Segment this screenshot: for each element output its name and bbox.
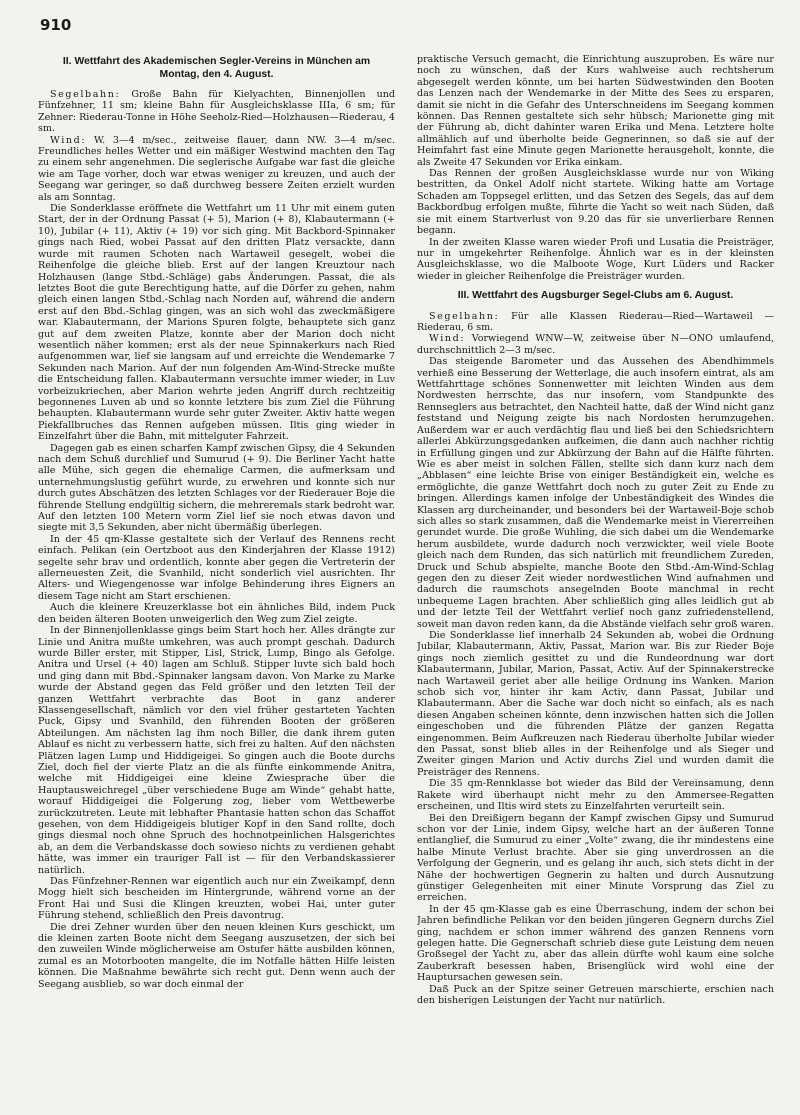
paragraph-text: Für alle Klassen Riederau—Ried—Wartaweil —Riederau, 6 sm. (417, 310, 774, 334)
paragraph (417, 311, 774, 334)
right-column-top (417, 54, 774, 282)
paragraph (417, 904, 774, 984)
paragraph-text: In der 45 qm-Klasse gestaltete sich der Verlauf des Rennens recht einfach. Pelikan (ein Oertzboot aus den Kinderjahren der Klasse 1912) segelte sehr brav und ordentlich, konnte aber gegen die Vertreterin der allerneuesten Zeit, die Svanhild, nicht sonderlich viel ausrichten. Ihr Alters- und Wiegengenosse war infolge Behinderung ihres Eigners an diesem Tage nicht am Start erschienen. (38, 533, 395, 602)
paragraph-text: Auch die kleinere Kreuzerklasse bot ein ähnliches Bild, indem Puck den beiden älteren Booten unweigerlich den Weg zum Ziel zeigte. (38, 602, 395, 625)
paragraph-lead: Wind: (50, 134, 87, 146)
paragraph (38, 135, 395, 203)
paragraph (38, 443, 395, 534)
section-heading-ii: II. Wettfahrt des Akademischen Segler-Vereins in München am Montag, den 4. August. (62, 56, 371, 80)
paragraph (417, 237, 774, 283)
paragraph (38, 89, 395, 135)
paragraph-lead: Wind: (429, 333, 466, 345)
paragraph-text: Große Bahn für Kielyachten, Binnenjollen und Fünfzehner, 11 sm; kleine Bahn für Ausgleichsklasse IIIa, 6 sm; für Zehner: Riederau-Tonne in Höhe Seeholz-Ried—Holzhausen—Riederau, 4 sm. (38, 89, 395, 135)
paragraph (417, 54, 774, 168)
paragraph (38, 922, 395, 990)
paragraph (38, 602, 395, 625)
paragraph (38, 203, 395, 443)
paragraph (417, 630, 774, 778)
text-columns (38, 54, 774, 1109)
paragraph (38, 534, 395, 602)
paragraph-text: In der zweiten Klasse waren wieder Profi und Lusatia die Preisträger, nur in umgekehrter Reihenfolge. Ähnlich war es in der kleinsten Ausgleichsklasse, wo die Malboote Woge, Kurt Lüders und Racker wieder in gleicher Reihenfolge die Preisträger wurden. (417, 236, 774, 282)
paragraph-text: Vorwiegend WNW—W, zeitweise über N—ONO umlaufend, durchschnittlich 2—3 m/sec. (417, 333, 774, 356)
paragraph-text: Daß Puck an der Spitze seiner Getreuen marschierte, erschien nach den bisherigen Leistungen der Yacht nur natürlich. (417, 983, 774, 1006)
paragraph (417, 168, 774, 236)
paragraph-text: Die Sonderklasse lief innerhalb 24 Sekunden ab, wobei die Ordnung Jubilar, Klabautermann, Aktiv, Passat, Marion war. Bis zur Rieder Boje gings noch ziemlich gesittet zu und die Rundeordnung war dort Klabautermann, Jubilar, Marion, Passat, Activ. Auf der Spinnakerstrecke nach Wartaweil geriet aber alle heilige Ordnung ins Wanken. Marion schob sich vor, hinter ihr kam Activ, dann Passat, Jubilar und Klabautermann. Aber die Sache war doch nicht so einfach, als es nach diesen Angaben scheinen könnte, denn inzwischen hatten sich die Jollen eingeschoben und die führenden Plätze der ganzen Regatta eingenommen. Beim Aufkreuzen nach Riederau überholte Jubilar wieder den Passat, sonst blieb alles in der Reihenfolge und als Sieger und Zweiter gingen Marion und Activ durchs Ziel und wurden damit die Preisträger des Rennens. (417, 630, 774, 778)
paragraph-lead: Segelbahn: (50, 89, 121, 100)
paragraph (417, 356, 774, 630)
paragraph-text: In der Binnenjollenklasse gings beim Start hoch her. Alles drängte zur Linie und Anitra mußte umkehren, was auch prompt geschah. Dadurch wurde Biller erster, mit Stipper, Lisl, Strick, Lump, Bingo als Gefolge. Anitra und Ursel (+ 40) lagen am Schluß. Stipper luvte sich bald hoch und ging dann mit Bbd.-Spinnaker langsam davon. Von Marke zu Marke wurde der Abstand gegen das Feld größer und den letzten Teil der ganzen Wettfahrt verbrachte das Boot in ganz anderer Klassengesellschaft, nämlich vor den viel früher gestarteten Yachten Puck, Gipsy und Svanhild, den führenden Booten der größeren Abteilungen. Am nächsten lag ihm noch Biller, die dank ihrem guten Ablauf es nicht zu verbessern hatte, sich frei zu halten. Auf den nächsten Plätzen lagen Lump und Hiddigeigei. So gingen auch die Boote durchs Ziel, doch fiel der vierte Platz an die als fünfte einkommende Anitra, welche mit Hiddigeigei eine kleine Zwiesprache über die Hauptausweichregel „über verschiedene Buge am Winde“ gehabt hatte, worauf Hiddigeigei die Folgerung zog, lieber vom Wettbewerbe zurückzutreten. Leute mit lebhafter Phantasie hatten schon das Schaffot gesehen, von dem Hiddigeigeis blutiger Kopf in den Sand rollte, doch gings diesmal noch ohne Spruch des hochnotpeinlichen Halsgerichtes ab, an dem die Verbandskasse doch sowieso nichts zu verdienen gehabt hätte, was immer ein trauriger Fall ist — für den Verbandskassierer natürlich. (38, 625, 395, 876)
paragraph (417, 984, 774, 1007)
paragraph (417, 333, 774, 356)
paragraph-text: Bei den Dreißigern begann der Kampf zwischen Gipsy und Sumurud schon vor der Linie, indem Gipsy, welche hart an der äußeren Tonne entlanglief, die Sumurud zu einer „Volte“ zwang, die ihr mindestens eine halbe Minute Verlust brachte. Aber sie ging unverdrossen an die Verfolgung der Gegnerin, und es gelang ihr auch, sich stets dicht in der Nähe der hochwertigen Gegnerin zu halten und durch Ausnutzung günstiger Gelegenheiten mit einer Minute Vorsprung das Ziel zu erreichen. (417, 812, 774, 904)
section-heading-iii: III. Wettfahrt des Augsburger Segel-Clubs am 6. August. (457, 290, 734, 302)
paragraph-text: Die drei Zehner wurden über den neuen kleinen Kurs geschickt, um die kleinen zarten Boote nicht dem Seegang auszusetzen, der sich bei den zuweilen Winde möglicherweise am Ostufer hätte ausbilden können, zumal es an Motorbooten mangelte, die im Notfalle hätten Hilfe leisten können. Die Maßnahme bewährte sich recht gut. Denn wenn auch der Seegang ausblieb, so war doch einmal der (38, 921, 395, 990)
paragraph-text: W. 3—4 m/sec., zeitweise flauer, dann NW. 3—4 m/sec. Freundliches helles Wetter und ein mäßiger Westwind machten den Tag zu einem sehr angenehmen. Die seglerische Aufgabe war fast die gleiche wie am Tage vorher, doch war etwas weniger zu kreuzen, und auch der Seegang war geringer, so daß durchweg bessere Zeiten erzielt wurden als am Sonntag. (38, 134, 395, 203)
paragraph-text: Die 35 qm-Rennklasse bot wieder das Bild der Vereinsamung, denn Rakete wird überhaupt nicht mehr zu den Ammersee-Regatten erscheinen, und Iltis wird stets zu Einzelfahrten verurteilt sein. (417, 778, 774, 813)
paragraph-text: Das steigende Barometer und das Aussehen des Abendhimmels verhieß eine Besserung der Wetterlage, die auch insofern eintrat, als am Wettfahrttage schönes Sonnenwetter mit leichten Winden aus dem Nordwesten herrschte, das nur insofern, vom Standpunkte des Rennseglers aus betrachtet, den Nachteil hatte, daß der Wind nicht ganz feststand und Neigung zeigte bis nach Nordosten herumzugehen. Außerdem war er auch verdächtig flau und ließ bei den Schiedsrichtern allerlei Abkürzungsgedanken aufkeimen, die dann auch nachher richtig in Erfüllung gingen und zur Abkürzung der Bahn auf die Hälfte führten. Wie es aber meist in solchen Fällen, stellte sich dann kurz nach dem „Abblasen“ eine leichte Brise von einiger Beständigkeit ein, welche es ermöglichte, die ganze Wettfahrt doch noch zu guter Zeit zu Ende zu bringen. Allerdings kamen infolge der Unbeständigkeit des Windes die Klassen arg durcheinander, und besonders bei der Wartaweil-Boje schob sich alles so stark zusammen, daß die Wendemarke meist in Viererreihen gerundet wurde. Die große Wuhling, die sich dabei um die Wendemarke herum ausbildete, wurde dadurch noch verzwickter, weil viele Boote gleich nach dem Runden, das sich natürlich mit freundlichem Zureden, Druck und Schub abspielte, manche Boote den Stbd.-Am-Wind-Schlag gegen den zu dieser Zeit wieder nordwestlichen Wind aufnahmen und dadurch die raumschots ansegelnden Boote manchmal in recht unbequeme Lagen brachten. Aber schließlich ging alles leidlich gut ab und der letzte Teil der Wettfahrt verlief noch ganz zufriedenstellend, soweit man davon reden kann, da die Abstände vielfach sehr groß waren. (417, 356, 774, 630)
paragraph-lead: Segelbahn: (429, 310, 500, 322)
page-number: 910 (40, 16, 72, 34)
right-column (417, 54, 774, 1109)
right-column-bottom (417, 311, 774, 1007)
paragraph-text: Die Sonderklasse eröffnete die Wettfahrt um 11 Uhr mit einem guten Start, der in der Ordnung Passat (+ 5), Marion (+ 8), Klabautermann (+ 10), Jubilar (+ 11), Aktiv (+ 19) vor sich ging. Mit Backbord-Spinnaker gings nach Ried, wobei Passat auf den dritten Platz versackte, dann wurde mit raumen Schoten nach Wartaweil gesegelt, wobei die Reihenfolge die gleiche blieb. Erst auf der langen Kreuztour nach Holzhausen (lange Stbd.-Schläge) gabs Änderungen. Passat, die als letztes Boot die gute Berechtigung hatte, auf die Dörfer zu gehen, nahm gleich einen langen Stbd.-Schlag nach Norden auf, während die andern erst auf den Bbd.-Schlag gingen, was an sich wohl das zweckmäßigere war. Klabautermann, der Marions Spuren folgte, behauptete sich ganz gut auf dem zweiten Platze, konnte aber der Marion doch nicht wesentlich näher kommen; erst als der neue Spinnakerkurs nach Ried aufgenommen war, lief sie langsam auf und erreichte die Wendemarke 7 Sekunden nach Marion. Auf der nun folgenden Am-Wind-Strecke mußte die Entscheidung fallen. Klabautermann versuchte immer wieder, in Luv vorbeizukriechen, aber Marion wehrte jeden Angriff durch rechtzeitig begonnenes Luven ab und so konnte letztere bis zum Ziel die Führung behaupten. Klabautermann wurde sehr guter Zweiter. Aktiv hatte wegen Piekfallbruches das Rennen aufgeben müssen. Iltis ging wieder in Einzelfahrt über die Bahn, mit mittelguter Fahrzeit. (38, 203, 395, 443)
paragraph-text: Dagegen gab es einen scharfen Kampf zwischen Gipsy, die 4 Sekunden nach dem Schuß durchlief und Sumurud (+ 9). Die Berliner Yacht hatte alle Mühe, sich gegen die ehemalige Carmen, die aufmerksam und unternehmungslustig geführt wurde, zu erwehren und konnte sich nur durch gutes Abschätzen des letzten Schlages vor der Riederauer Boje die führende Stellung endgültig sichern, die mehreremals stark bedroht war. Auf den letzten 100 Metern vorm Ziel lief sie noch etwas davon und siegte mit 3,5 Sekunden, aber nicht übermäßig überlegen. (38, 442, 395, 534)
paragraph-text: Das Fünfzehner-Rennen war eigentlich auch nur ein Zweikampf, denn Mogg hielt sich bescheiden im Hintergrunde, während vorne an der Front Hai und Susi die Klingen kreuzten, wobei Hai, unter guter Führung stehend, schließlich den Preis davontrug. (38, 876, 395, 922)
left-column (38, 54, 395, 1109)
paragraph (38, 876, 395, 922)
paragraph-text: Das Rennen der großen Ausgleichsklasse wurde nur von Wiking bestritten, da Onkel Adolf nicht startete. Wiking hatte am Vortage Schaden am Toppsegel erlitten, und das Setzen des Segels, das auf dem Backbordbug erfolgen mußte, führte die Yacht so weit nach Süden, daß sie mit einem Startverlust von 9.20 das für sie unverlierbare Rennen begann. (417, 168, 774, 237)
paragraph-text: praktische Versuch gemacht, die Einrichtung auszuproben. Es wäre nur noch zu wünschen, daß der Kurs wahlweise auch rechtsherum abgesegelt werden könnte, um bei harten Südwestwinden den Booten das Lenzen nach der Wendemarke in der Mitte des Sees zu ersparen, damit sie nicht in die Gefahr des Unterschneidens im Seegang kommen können. Das Rennen gestaltete sich sehr hübsch; Marionette ging mit der Führung ab, dicht dahinter waren Erika und Mena. Letztere holte allmählich auf und überholte beide Gegnerinnen, so daß sie auf der Heimfahrt fast eine Minute gegen Marionette herausgeholt, konnte, die als Zweite 47 Sekunden vor Erika einkam. (417, 54, 774, 168)
paragraph-text: In der 45 qm-Klasse gab es eine Überraschung, indem der schon bei Jahren befindliche Pelikan vor den beiden jüngeren Gegnern durchs Ziel ging, nachdem er schon immer während des ganzen Rennens vorn gelegen hatte. Die Gegnerschaft schrieb diese gute Leistung dem neuen Großsegel der Yacht zu, aber das allein dürfte wohl kaum eine solche Zauberkraft besessen haben, Brisenglück wird wohl eine der Hauptursachen gewesen sein. (417, 903, 774, 984)
paragraph (417, 813, 774, 904)
paragraph (38, 625, 395, 876)
paragraph (417, 778, 774, 812)
